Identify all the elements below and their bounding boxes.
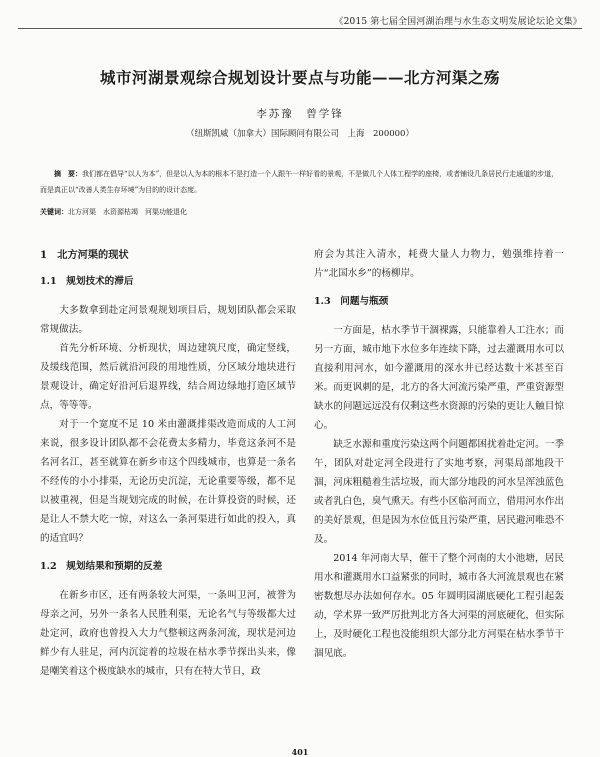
abstract-label: 摘 要： (54, 169, 82, 178)
page-number: 401 (291, 747, 309, 757)
authors: 李苏豫 曾学锋 (256, 108, 344, 120)
keywords-text: 北方河渠 水资源枯竭 河渠功能退化 (68, 208, 187, 216)
paragraph: 首先分析环境、分析现状，周边建筑尺度，确定竖线，及缓线范围，然后就沿河段的用地性质，分区域分地块进行景观设计，确定好沿河后退界线，结合周边绿地打造区域节点，等等等。 (40, 343, 296, 411)
paragraph: 对于一个宽度不足 10 米由灌溉排渠改造而成的人工河来说，很多设计团队都不会花费太多精力，毕竟这条河不是名河名江，甚至就算在新乡市这个四线城市，也算是一条名不经传的小小排渠，无论历史沉淀，无论重要等级，都不足以被重视，但是当规划完成的时候，在计算投资的时候，还是让人不禁大吃一惊，对这么一条河渠进行如此的投入，真的适宜吗？ (40, 419, 296, 544)
subsection-heading: 1.1 规划技术的滞后 (40, 276, 134, 287)
paragraph: 2014 年河南大旱，催干了整个河南的大小池塘，居民用水和灌溉用水口益紧张的同时，城市各大河流景观也在紧密数想尽办法如何存水。05 年圆明园湖底硬化工程引起轰动，学术界一致严厉批判北方各大河渠的河底硬化，但实际上，及时硬化工程也没能组织大部分北方河渠在枯水季节干涸见底。 (314, 553, 564, 659)
paragraph: 一方面是，枯水季节干涸裸露，只能靠着人工注水；而另一方面，城市地下水位多年连续下降，过去灌溉用水可以直接利用河水，如今灌溉用的深水井已经达数十米甚至百米。而更讽刺的是，北方的各大河流污染严重，严重资源型缺水的问题远远没有仅剩这些水资源的污染的更让人触目惊心。 (314, 325, 564, 431)
abstract (40, 166, 560, 198)
affiliation: （纽斯凯威（加拿大）国际顾问有限公司 上海 200000） (186, 129, 414, 139)
paragraph-continued: 府会为其注入清水，耗费大量人力物力，勉强维持着一片“北国水乡”的杨柳岸。 (314, 249, 564, 279)
keywords (40, 207, 560, 217)
paragraph: 大多数拿到赴定河景观规划项目后，规划团队都会采取常规做法。 (40, 305, 296, 335)
running-head: 《2015 第七届全国河湖治理与水生态文明发展论坛论文集》 (334, 17, 582, 27)
paper-title: 城市河湖景观综合规划设计要点与功能——北方河渠之殇 (99, 68, 500, 87)
paragraph: 在新乡市区，还有两条较大河渠，一条叫卫河，被誉为母亲之河，另外一条名人民胜利渠，无论名气与等级都大过赴定河，政府也曾投入大力气整顿这两条河流，现状是河边鲜少有人驻足，河内沉淀着的垃圾在枯水季节探出头来，像是嘲笑着这个极度缺水的城市，只有在特大节日，政 (40, 590, 296, 677)
keywords-label: 关键词： (40, 207, 68, 216)
header-rule (18, 28, 582, 29)
left-column (40, 245, 296, 681)
subsection-heading: 1.2 规划结果和预期的反差 (40, 561, 163, 572)
subsection-heading: 1.3 问题与瓶颈 (314, 296, 389, 307)
abstract-text: 我们都在倡导“以人为本”，但是以人为本的根本不是打造一个人跟午一样好看的景观，不是做几个人体工程学的座椅，或者铺设几条居民行走通道的步道，而是真正以“改善人类生存环境”为目的的设计态度。 (40, 170, 559, 194)
paragraph: 缺乏水源和重度污染这两个问题都困扰着赴定河。一季午，团队对赴定河全段进行了实地考察，河渠局部地段干涸，河床粗糙着生活垃圾，而大部分地段的河水呈浑浊蓝色或者乳白色，臭气熏天。有些小区临河而立，借用河水作出的美好景观，但是因为水位低且污染严重，居民避河唯恐不及。 (314, 439, 564, 545)
section-heading: 1 北方河渠的现状 (40, 249, 129, 261)
right-column (314, 245, 564, 663)
